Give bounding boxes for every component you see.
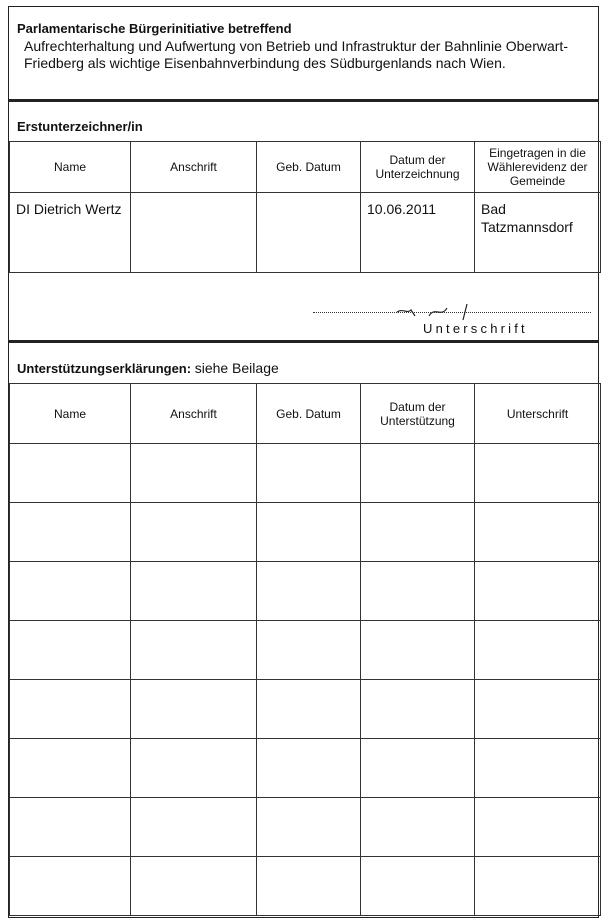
signer-address — [131, 193, 257, 273]
empty-cell-signature — [475, 562, 601, 621]
table-row — [10, 621, 601, 680]
first-signer-row — [10, 193, 601, 273]
support-section-title — [17, 360, 279, 377]
empty-cell-name — [10, 444, 131, 503]
empty-cell-birth-date — [257, 621, 361, 680]
empty-cell-signature — [475, 503, 601, 562]
table-row — [10, 857, 601, 916]
form-title: Parlamentarische Bürgerinitiative betreffend — [17, 21, 292, 36]
column-header-municipality: Eingetragen in die Wählerevidenz der Gemeinde — [475, 142, 601, 193]
empty-cell-birth-date — [257, 798, 361, 857]
petition-form — [8, 6, 599, 918]
empty-cell-name — [10, 857, 131, 916]
table-row — [10, 680, 601, 739]
first-signer-header-row — [10, 142, 601, 193]
column-header-signing-date: Datum der Unterzeichnung — [361, 142, 475, 193]
column-header-birth-date: Geb. Datum — [257, 384, 361, 444]
form-description: Aufrechterhaltung und Aufwertung von Betrieb und Infrastruktur der Bahnlinie Oberwart-Friedberg als wichtige Eisenbahnverbindung des Südburgenlands nach Wien. — [24, 38, 568, 71]
divider — [9, 340, 598, 343]
empty-cell-address — [131, 680, 257, 739]
empty-cell-birth-date — [257, 739, 361, 798]
empty-cell-support-date — [361, 621, 475, 680]
column-header-address: Anschrift — [131, 384, 257, 444]
column-header-birth-date: Geb. Datum — [257, 142, 361, 193]
divider — [9, 99, 598, 102]
empty-cell-birth-date — [257, 503, 361, 562]
form-header — [9, 7, 598, 100]
empty-cell-signature — [475, 621, 601, 680]
first-signer-section-title: Erstunterzeichner/in — [17, 119, 143, 134]
empty-cell-birth-date — [257, 444, 361, 503]
empty-cell-birth-date — [257, 857, 361, 916]
column-header-signature: Unterschrift — [475, 384, 601, 444]
signer-birth-date — [257, 193, 361, 273]
empty-cell-address — [131, 444, 257, 503]
empty-cell-name — [10, 739, 131, 798]
empty-cell-birth-date — [257, 562, 361, 621]
support-header-row — [10, 384, 601, 444]
empty-cell-support-date — [361, 739, 475, 798]
signer-municipality: Bad Tatzmannsdorf — [475, 193, 601, 273]
support-rows — [10, 444, 601, 916]
column-header-name: Name — [10, 384, 131, 444]
empty-cell-address — [131, 621, 257, 680]
empty-cell-name — [10, 562, 131, 621]
signature-label: Unterschrift — [423, 321, 528, 336]
table-row — [10, 503, 601, 562]
empty-cell-signature — [475, 857, 601, 916]
empty-cell-address — [131, 798, 257, 857]
column-header-support-date: Datum der Unterstützung — [361, 384, 475, 444]
table-row — [10, 562, 601, 621]
empty-cell-support-date — [361, 798, 475, 857]
empty-cell-signature — [475, 680, 601, 739]
handwritten-signature — [389, 298, 479, 322]
empty-cell-signature — [475, 798, 601, 857]
empty-cell-name — [10, 503, 131, 562]
empty-cell-signature — [475, 739, 601, 798]
empty-cell-support-date — [361, 680, 475, 739]
signer-name: DI Dietrich Wertz — [10, 193, 131, 273]
first-signer-table — [9, 141, 601, 273]
empty-cell-support-date — [361, 857, 475, 916]
empty-cell-support-date — [361, 444, 475, 503]
empty-cell-address — [131, 562, 257, 621]
support-section-label: Unterstützungserklärungen: — [17, 361, 192, 376]
empty-cell-support-date — [361, 503, 475, 562]
column-header-name: Name — [10, 142, 131, 193]
column-header-address: Anschrift — [131, 142, 257, 193]
empty-cell-birth-date — [257, 680, 361, 739]
table-row — [10, 444, 601, 503]
empty-cell-name — [10, 621, 131, 680]
signer-signing-date: 10.06.2011 — [361, 193, 475, 273]
table-row — [10, 798, 601, 857]
signature-area — [9, 272, 598, 340]
empty-cell-address — [131, 857, 257, 916]
empty-cell-name — [10, 680, 131, 739]
table-row — [10, 739, 601, 798]
support-section-note: siehe Beilage — [194, 360, 279, 376]
support-table — [9, 383, 601, 916]
empty-cell-address — [131, 503, 257, 562]
empty-cell-signature — [475, 444, 601, 503]
empty-cell-support-date — [361, 562, 475, 621]
empty-cell-name — [10, 798, 131, 857]
empty-cell-address — [131, 739, 257, 798]
